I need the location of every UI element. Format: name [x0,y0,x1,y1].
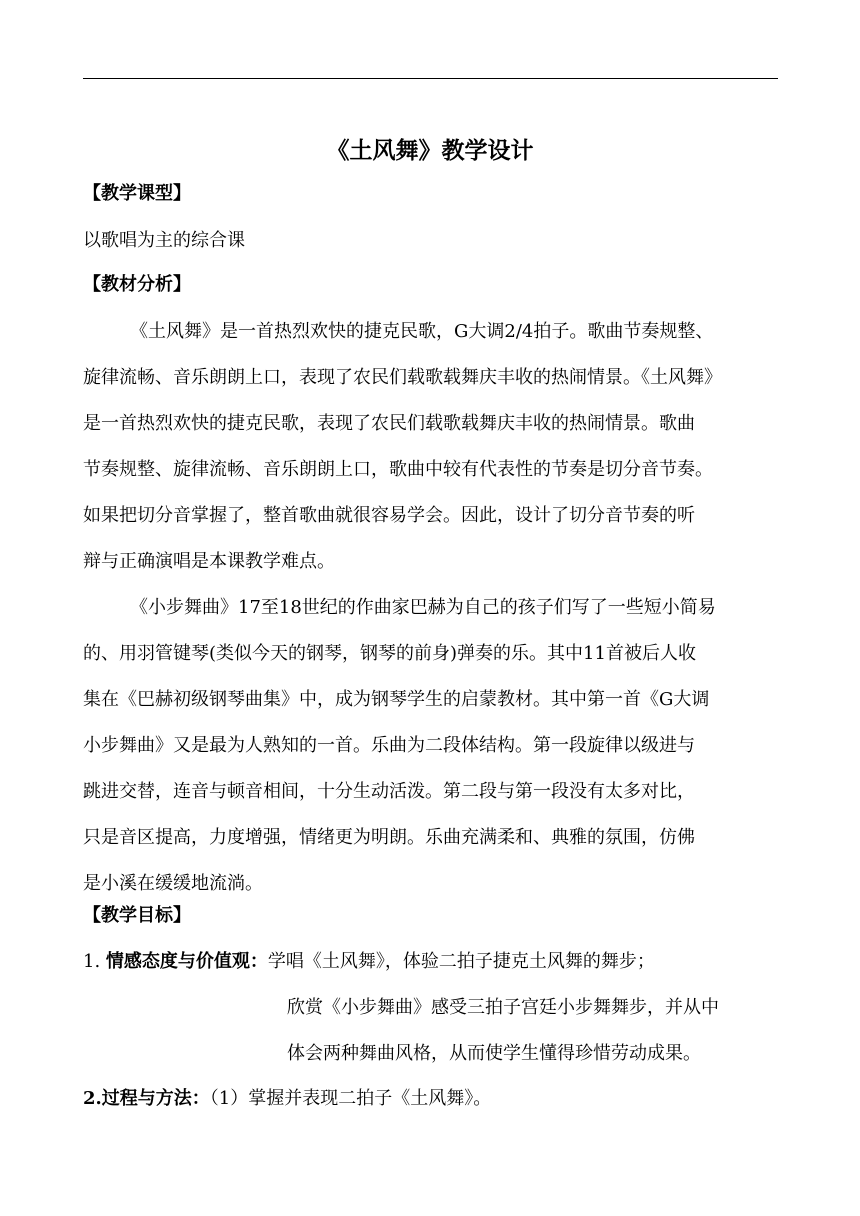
objective-label: 情感态度与价值观： [105,951,268,972]
header-rule [83,78,778,79]
paragraph-line: 如果把切分音掌握了，整首歌曲就很容易学会。因此，设计了切分音节奏的听 [83,505,695,526]
objective-text: 学唱《土风舞》，体验二拍子捷克土风舞的舞步； [267,951,655,972]
paragraph-line: 集在《巴赫初级钢琴曲集》中，成为钢琴学生的启蒙教材。其中第一首《G大调 [83,689,710,710]
lesson-type-heading: 【教学课型】 [83,183,191,204]
lesson-type-text: 以歌唱为主的综合课 [83,230,245,251]
paragraph-line: 旋律流畅、音乐朗朗上口，表现了农民们载歌载舞庆丰收的热闹情景。《土风舞》 [83,367,722,388]
objective-continuation: 体会两种舞曲风格，从而使学生懂得珍惜劳动成果。 [287,1043,701,1064]
paragraph-line: 小步舞曲》又是最为人熟知的一首。乐曲为二段体结构。第一段旋律以级进与 [83,735,695,756]
paragraph-line: 是一首热烈欢快的捷克民歌，表现了农民们载歌载舞庆丰收的热闹情景。歌曲 [83,413,695,434]
objective-text: （1）掌握并表现二拍子《土风舞》。 [209,1088,492,1109]
objective-item-2 [83,1085,491,1113]
paragraph-line: 《小步舞曲》17至18世纪的作曲家巴赫为自己的孩子们写了一些短小简易 [130,597,716,618]
paragraph-line: 是小溪在缓缓地流淌。 [83,873,263,894]
objective-label: 2.过程与方法： [83,1088,210,1109]
objectives-heading: 【教学目标】 [83,905,191,926]
objective-item-1 [83,948,655,976]
paragraph-line: 辩与正确演唱是本课教学难点。 [83,551,335,572]
paragraph-line: 只是音区提高，力度增强，情绪更为明朗。乐曲充满柔和、典雅的氛围，仿佛 [83,827,695,848]
document-title: 《土风舞》教学设计 [326,137,534,164]
material-analysis-heading: 【教材分析】 [83,274,191,295]
objective-number: 1. [83,951,101,972]
paragraph-line: 节奏规整、旋律流畅、音乐朗朗上口，歌曲中较有代表性的节奏是切分音节奏。 [83,459,713,480]
paragraph-line: 《土风舞》是一首热烈欢快的捷克民歌，G大调2/4拍子。歌曲节奏规整、 [130,321,714,342]
objective-continuation: 欣赏《小步舞曲》感受三拍子宫廷小步舞舞步，并从中 [287,997,719,1018]
paragraph-line: 跳进交替，连音与顿音相间，十分生动活泼。第二段与第一段没有太多对比， [83,781,695,802]
paragraph-line: 的、用羽管键琴(类似今天的钢琴，钢琴的前身)弹奏的乐。其中11首被后人收 [83,643,696,664]
